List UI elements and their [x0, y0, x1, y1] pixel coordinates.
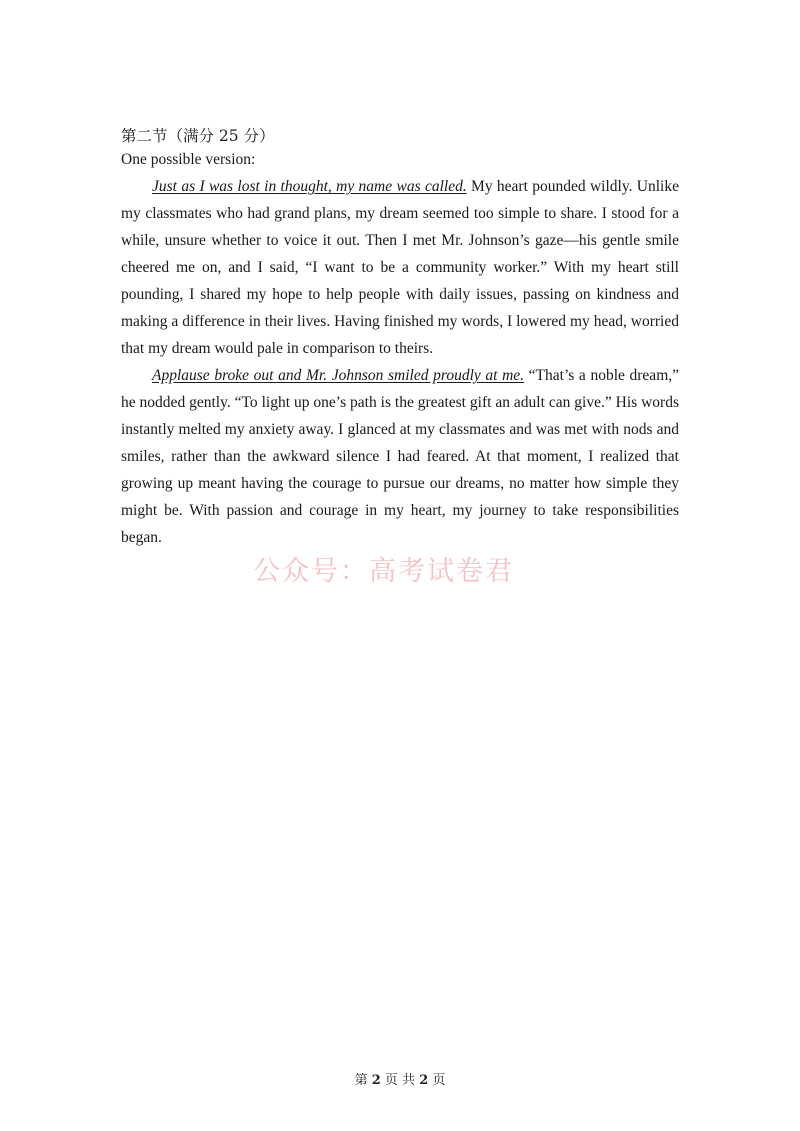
footer-prefix: 第: [354, 1073, 368, 1088]
paragraph-2-body: “That’s a noble dream,” he nodded gently. “To light up one’s path is the greatest gift an adult can give.” His words instantly melted my anxiety away. I glanced at my classmates and was met with nods and smiles, rather than the awkward silence I had feared. At that moment, I realized that growing up meant having the courage to pursue our dreams, no matter how simple they might be. With passion and courage in my heart, my journey to take responsibilities began.: [121, 367, 680, 546]
paragraph-2: [121, 362, 679, 551]
watermark: 公众号：高考试卷君: [253, 556, 514, 587]
paragraph-1: [121, 173, 679, 362]
total-page-number: 2: [419, 1073, 429, 1088]
answer-section: [121, 125, 679, 551]
given-opening-sentence-1: Just as I was lost in thought, my name was called.: [152, 178, 467, 195]
paragraph-1-body: My heart pounded wildly. Unlike my classmates who had grand plans, my dream seemed too simple to share. I stood for a while, unsure whether to voice it out. Then I met Mr. Johnson’s gaze—his gentle smile cheered me on, and I said, “I want to be a community worker.” With my heart still pounding, I shared my hope to help people with daily issues, passing on kindness and making a difference in their lives. Having finished my words, I lowered my head, worried that my dream would pale in comparison to theirs.: [121, 178, 679, 357]
given-opening-sentence-2: Applause broke out and Mr. Johnson smiled proudly at me.: [152, 367, 525, 384]
page-footer: [0, 1069, 800, 1088]
section-heading: 第二节（满分 25 分）: [121, 127, 275, 145]
footer-suffix: 页: [432, 1073, 446, 1088]
current-page-number: 2: [371, 1073, 381, 1088]
footer-middle: 页 共: [384, 1073, 416, 1088]
version-intro: One possible version:: [121, 151, 256, 168]
